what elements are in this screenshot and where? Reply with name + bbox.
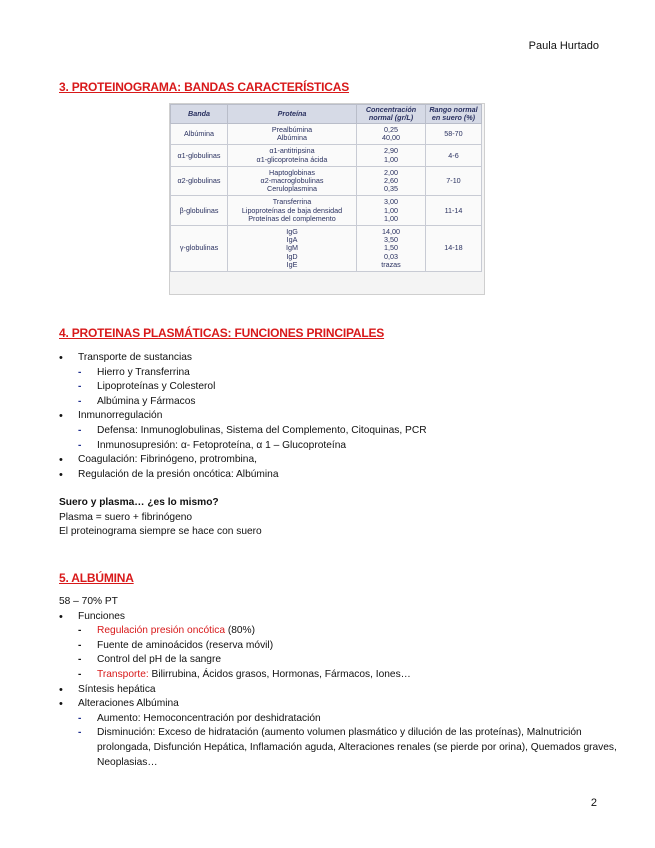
dash-bullet: - xyxy=(78,625,82,637)
table-row xyxy=(171,166,482,196)
list-subitem xyxy=(59,726,617,770)
header-rango: Rango normal en suero (%) xyxy=(426,105,482,124)
concentration-value: 1,00 xyxy=(384,154,398,164)
item-text-highlight: Transporte: xyxy=(97,668,149,680)
cell-concentracion xyxy=(357,124,426,145)
list-subitem xyxy=(59,668,617,683)
item-text: Síntesis hepática xyxy=(78,683,156,695)
cell-banda: α1-globulinas xyxy=(171,145,228,166)
protein-name: Proteínas del complemento xyxy=(248,213,336,223)
item-text: Hierro y Transferrina xyxy=(97,366,190,378)
concentration-value: 0,25 xyxy=(384,125,398,134)
cell-rango: 58-70 xyxy=(426,124,482,145)
page-number: 2 xyxy=(590,797,597,809)
cell-concentracion xyxy=(357,166,426,196)
proteinogram-table-image xyxy=(169,103,485,295)
dash-bullet: - xyxy=(78,366,82,378)
list-item xyxy=(59,697,617,712)
header-concentracion: Concentración normal (gr/L) xyxy=(357,105,426,124)
protein-name: IgD xyxy=(286,251,298,261)
item-text: Alteraciones Albúmina xyxy=(78,698,179,710)
table-row xyxy=(171,124,482,145)
concentration-value: 40,00 xyxy=(382,133,400,143)
concentration-value: 0,35 xyxy=(384,184,398,194)
protein-name: Transferrina xyxy=(272,197,312,207)
list-item xyxy=(59,453,427,468)
item-text: Inmunosupresión: α- Fetoproteína, α 1 – Glucoproteína xyxy=(97,439,347,451)
item-text-highlight: Regulación presión oncótica xyxy=(97,625,225,637)
list-item xyxy=(59,351,427,366)
dash-bullet: - xyxy=(78,639,82,651)
table-row xyxy=(171,226,482,272)
cell-proteinas xyxy=(228,226,357,272)
cell-rango: 14-18 xyxy=(426,226,482,272)
albumin-percentage: 58 – 70% PT xyxy=(59,596,118,607)
cell-concentracion xyxy=(357,196,426,226)
item-text: (80%) xyxy=(225,625,256,637)
protein-name: IgA xyxy=(286,235,298,245)
dash-bullet: - xyxy=(78,424,82,436)
list-subitem xyxy=(59,439,427,454)
dash-bullet: - xyxy=(78,395,82,407)
concentration-value: 1,00 xyxy=(384,205,398,215)
dash-bullet: - xyxy=(78,727,82,739)
concentration-value: 2,60 xyxy=(384,176,398,186)
item-text: Bilirrubina, Ácidos grasos, Hormonas, Fármacos, Iones… xyxy=(148,668,411,680)
list-item xyxy=(59,610,617,625)
protein-name: α1-glicoproteína ácida xyxy=(256,154,328,164)
author-name: Paula Hurtado xyxy=(528,40,599,52)
dash-bullet: - xyxy=(78,668,82,680)
protein-name: Haptoglobinas xyxy=(269,167,315,177)
cell-banda: β-globulinas xyxy=(171,196,228,226)
table-header-row xyxy=(171,105,482,124)
cell-proteinas xyxy=(228,145,357,166)
item-text: Control del pH de la sangre xyxy=(97,654,222,666)
concentration-value: 3,00 xyxy=(384,197,398,207)
list-subitem xyxy=(59,424,427,439)
list-subitem xyxy=(59,639,617,654)
cell-proteinas xyxy=(228,196,357,226)
list-subitem xyxy=(59,366,427,381)
item-text: Regulación de la presión oncótica: Albúmina xyxy=(78,468,279,480)
protein-name: Prealbúmina xyxy=(271,125,313,134)
concentration-value: 1,00 xyxy=(384,213,398,223)
protein-name: IgM xyxy=(286,243,298,253)
serum-plasma-note xyxy=(59,496,262,540)
concentration-value: 1,50 xyxy=(384,243,398,253)
list-subitem xyxy=(59,395,427,410)
protein-name: Albúmina xyxy=(277,133,307,143)
dash-bullet: - xyxy=(78,381,82,393)
item-text: Aumento: Hemoconcentración por deshidratación xyxy=(97,712,321,724)
protein-name: α1-antitripsina xyxy=(269,146,315,156)
functions-list xyxy=(59,351,427,482)
cell-proteinas xyxy=(228,166,357,196)
albumin-list xyxy=(59,595,617,770)
table-row xyxy=(171,196,482,226)
concentration-value: 2,90 xyxy=(384,146,398,156)
item-text: Defensa: Inmunoglobulinas, Sistema del Complemento, Citoquinas, PCR xyxy=(97,424,427,436)
cell-banda: γ-globulinas xyxy=(171,226,228,272)
protein-name: α2-macroglobulinas xyxy=(260,176,324,186)
cell-rango: 11-14 xyxy=(426,196,482,226)
dash-bullet: - xyxy=(78,439,82,451)
list-item xyxy=(59,468,427,483)
protein-name: Lipoproteínas de baja densidad xyxy=(241,205,343,215)
dash-bullet: - xyxy=(78,712,82,724)
cell-banda: α2-globulinas xyxy=(171,166,228,196)
cell-banda: Albúmina xyxy=(171,124,228,145)
cell-rango: 4-6 xyxy=(426,145,482,166)
item-text: Lipoproteínas y Colesterol xyxy=(97,381,216,393)
list-subitem xyxy=(59,624,617,639)
list-item xyxy=(59,683,617,698)
cell-proteinas xyxy=(228,124,357,145)
protein-name: IgG xyxy=(286,227,298,237)
item-text: Inmunorregulación xyxy=(78,410,163,422)
item-text: Albúmina y Fármacos xyxy=(97,395,196,407)
list-subitem xyxy=(59,653,617,668)
cell-concentracion xyxy=(357,145,426,166)
cell-concentracion xyxy=(357,226,426,272)
header-proteina: Proteína xyxy=(228,105,357,124)
section-5-heading: 5. ALBÚMINA xyxy=(59,571,134,585)
proteinogram-table xyxy=(170,104,482,272)
item-text: Disminución: Exceso de hidratación (aumento volumen plasmático y dilución de las proteínas), Malnutrición prolongada, Disfunción Hepática, Inflamación aguda, Alteraciones renales (se pierde por orina), Quemados graves, Neoplasias… xyxy=(97,727,617,768)
note-question: Suero y plasma… ¿es lo mismo? xyxy=(59,497,219,508)
item-text: Funciones xyxy=(78,610,126,622)
item-text: Coagulación: Fibrinógeno, protrombina, xyxy=(78,454,257,466)
protein-name: IgE xyxy=(286,259,298,269)
concentration-value: 3,50 xyxy=(384,235,398,245)
list-subitem xyxy=(59,712,617,727)
header-banda: Banda xyxy=(171,105,228,124)
list-item xyxy=(59,409,427,424)
item-text: Fuente de aminoácidos (reserva móvil) xyxy=(97,639,274,651)
concentration-value: 14,00 xyxy=(382,227,400,237)
item-text: Transporte de sustancias xyxy=(78,352,193,363)
concentration-value: 2,00 xyxy=(384,167,398,177)
section-4-heading: 4. PROTEINAS PLASMÁTICAS: FUNCIONES PRINCIPALES xyxy=(59,326,385,340)
concentration-value: 0,03 xyxy=(384,251,398,261)
concentration-value: trazas xyxy=(381,259,401,269)
note-answer: Plasma = suero + fibrinógeno xyxy=(59,511,193,523)
dash-bullet: - xyxy=(78,654,82,666)
table-row xyxy=(171,145,482,166)
protein-name: Ceruloplasmina xyxy=(267,184,317,194)
note-answer: El proteinograma siempre se hace con suero xyxy=(59,526,262,538)
list-subitem xyxy=(59,380,427,395)
cell-rango: 7-10 xyxy=(426,166,482,196)
section-3-heading: 3. PROTEINOGRAMA: BANDAS CARACTERÍSTICAS xyxy=(59,80,350,94)
